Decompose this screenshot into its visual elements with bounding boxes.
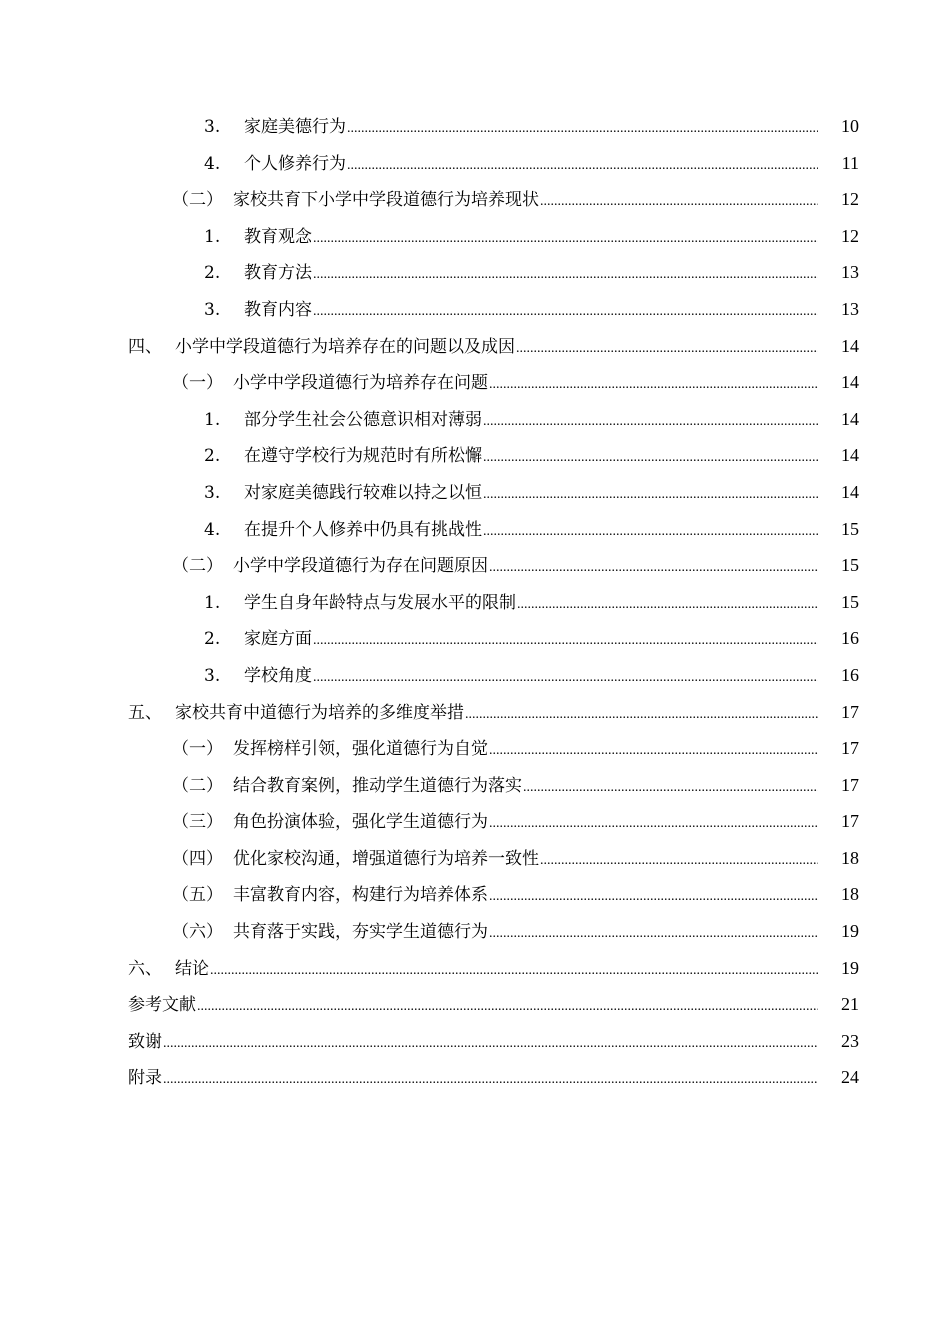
toc-entry[interactable] <box>0 950 950 987</box>
toc-entry-number: 4. <box>204 153 221 174</box>
toc-entry-title: 小学中学段道德行为存在问题原因 <box>233 556 488 577</box>
toc-page-number: 18 <box>841 884 859 905</box>
toc-entry-title: 学生自身年龄特点与发展水平的限制 <box>244 592 516 613</box>
toc-dot-leader <box>163 1062 818 1099</box>
toc-page-number: 18 <box>841 847 859 868</box>
toc-dot-leader <box>517 587 818 624</box>
toc-entry[interactable] <box>0 840 950 877</box>
toc-entry[interactable] <box>0 254 950 291</box>
toc-entry[interactable] <box>0 511 950 548</box>
toc-entry[interactable] <box>0 986 950 1023</box>
toc-entry[interactable] <box>0 1023 950 1060</box>
toc-dot-leader <box>489 550 818 587</box>
toc-entry-title: 小学中学段道德行为培养存在问题 <box>233 373 488 394</box>
toc-page-number: 17 <box>841 738 859 759</box>
toc-dot-leader <box>313 660 818 697</box>
toc-entry-number: 2. <box>204 263 221 284</box>
toc-entry[interactable] <box>0 694 950 731</box>
toc-entry-number: 1. <box>204 226 221 247</box>
toc-entry[interactable] <box>0 401 950 438</box>
toc-page-number: 21 <box>841 994 859 1015</box>
toc-entry-title: 在提升个人修养中仍具有挑战性 <box>244 519 482 540</box>
toc-entry-title: 部分学生社会公德意识相对薄弱 <box>244 409 482 430</box>
table-of-contents <box>0 108 950 1096</box>
toc-entry-number: 2. <box>204 629 221 650</box>
toc-dot-leader <box>313 221 818 258</box>
toc-page-number: 13 <box>841 262 859 283</box>
toc-dot-leader <box>347 111 818 148</box>
toc-page-number: 12 <box>841 225 859 246</box>
toc-entry-number: 1. <box>204 592 221 613</box>
toc-dot-leader <box>540 184 818 221</box>
toc-page-number: 12 <box>841 189 859 210</box>
toc-entry-number: （三） <box>172 812 223 833</box>
toc-entry-number: 3. <box>204 299 221 320</box>
toc-entry-title: 个人修养行为 <box>244 153 346 174</box>
toc-entry-title: 结论 <box>175 958 209 979</box>
toc-page-number: 15 <box>841 555 859 576</box>
toc-dot-leader <box>489 367 818 404</box>
toc-entry-title: 家校共育下小学中学段道德行为培养现状 <box>233 190 539 211</box>
toc-page-number: 16 <box>841 664 859 685</box>
toc-entry[interactable] <box>0 1059 950 1096</box>
toc-dot-leader <box>489 733 818 770</box>
toc-entry-number: 五、 <box>128 702 162 723</box>
toc-page-number: 10 <box>841 116 859 136</box>
toc-entry-number: （一） <box>172 739 223 760</box>
toc-dot-leader <box>483 477 818 514</box>
toc-entry-number: （六） <box>172 922 223 943</box>
toc-entry[interactable] <box>0 547 950 584</box>
toc-entry-title: 发挥榜样引领，强化道德行为自觉 <box>233 739 488 760</box>
toc-page-number: 19 <box>841 921 859 942</box>
toc-dot-leader <box>489 806 818 843</box>
toc-entry-title: 家庭方面 <box>244 629 312 650</box>
toc-entry-number: （二） <box>172 190 223 211</box>
toc-dot-leader <box>163 1026 818 1063</box>
toc-page-number: 19 <box>841 957 859 978</box>
toc-entry-title: 角色扮演体验，强化学生道德行为 <box>233 812 488 833</box>
toc-dot-leader <box>516 331 818 368</box>
toc-entry-title: 共育落于实践，夯实学生道德行为 <box>233 922 488 943</box>
toc-entry-number: （二） <box>172 556 223 577</box>
toc-entry-number: 2. <box>204 446 221 467</box>
toc-page-number: 14 <box>841 408 859 429</box>
toc-entry-number: （五） <box>172 885 223 906</box>
toc-page-number: 15 <box>841 591 859 612</box>
toc-page-number: 17 <box>841 811 859 832</box>
toc-entry-number: （一） <box>172 373 223 394</box>
toc-dot-leader <box>489 916 818 953</box>
toc-entry[interactable] <box>0 218 950 255</box>
toc-page-number: 14 <box>841 335 859 356</box>
toc-entry-number: 1. <box>204 409 221 430</box>
toc-page-number: 24 <box>841 1067 859 1088</box>
toc-entry[interactable] <box>0 584 950 621</box>
toc-entry-number: 4. <box>204 519 221 540</box>
toc-entry-title: 教育观念 <box>244 226 312 247</box>
toc-entry-number: （四） <box>172 848 223 869</box>
toc-entry[interactable] <box>0 803 950 840</box>
toc-dot-leader <box>197 989 818 1026</box>
toc-entry[interactable] <box>0 767 950 804</box>
toc-dot-leader <box>483 514 818 551</box>
toc-page-number: 17 <box>841 701 859 722</box>
toc-entry[interactable] <box>0 876 950 913</box>
toc-page-number: 23 <box>841 1030 859 1051</box>
toc-entry-title: 在遵守学校行为规范时有所松懈 <box>244 446 482 467</box>
toc-entry[interactable] <box>0 620 950 657</box>
toc-entry-title: 结合教育案例，推动学生道德行为落实 <box>233 775 522 796</box>
toc-entry-number: 3. <box>204 482 221 503</box>
toc-dot-leader <box>483 404 818 441</box>
toc-page-number: 17 <box>841 774 859 795</box>
toc-entry-number: 3. <box>204 117 221 137</box>
toc-entry-title: 对家庭美德践行较难以持之以恒 <box>244 482 482 503</box>
toc-entry[interactable] <box>0 474 950 511</box>
toc-entry-title: 学校角度 <box>244 665 312 686</box>
toc-page-number: 15 <box>841 518 859 539</box>
toc-entry[interactable] <box>0 328 950 365</box>
toc-entry-title: 致谢 <box>128 1031 162 1052</box>
toc-entry[interactable] <box>0 437 950 474</box>
toc-entry[interactable] <box>0 291 950 328</box>
toc-dot-leader <box>313 257 818 294</box>
toc-entry-title: 教育方法 <box>244 263 312 284</box>
toc-dot-leader <box>347 148 818 185</box>
toc-entry[interactable] <box>0 730 950 767</box>
toc-page-number: 13 <box>841 298 859 319</box>
toc-entry-title: 教育内容 <box>244 299 312 320</box>
toc-dot-leader <box>489 879 818 916</box>
toc-dot-leader <box>313 623 818 660</box>
toc-entry-title: 优化家校沟通，增强道德行为培养一致性 <box>233 848 539 869</box>
toc-dot-leader <box>210 953 818 990</box>
toc-dot-leader <box>540 843 818 880</box>
toc-page-number: 14 <box>841 372 859 393</box>
toc-entry[interactable] <box>0 913 950 950</box>
toc-entry-title: 家庭美德行为 <box>244 117 346 137</box>
toc-page-number: 16 <box>841 628 859 649</box>
toc-entry-title: 丰富教育内容，构建行为培养体系 <box>233 885 488 906</box>
toc-dot-leader <box>523 770 818 807</box>
toc-entry-number: 3. <box>204 665 221 686</box>
toc-entry-number: （二） <box>172 775 223 796</box>
toc-entry[interactable] <box>0 108 950 145</box>
toc-entry-title: 参考文献 <box>128 995 196 1016</box>
toc-page-number: 14 <box>841 445 859 466</box>
toc-entry-title: 附录 <box>128 1068 162 1089</box>
toc-dot-leader <box>313 294 818 331</box>
toc-dot-leader <box>483 440 818 477</box>
toc-entry[interactable] <box>0 364 950 401</box>
toc-entry[interactable] <box>0 657 950 694</box>
toc-entry-title: 小学中学段道德行为培养存在的问题以及成因 <box>175 336 515 357</box>
toc-page-number: 11 <box>841 152 859 173</box>
toc-page-number: 14 <box>841 481 859 502</box>
toc-entry[interactable] <box>0 181 950 218</box>
toc-entry-number: 四、 <box>128 336 162 357</box>
toc-entry[interactable] <box>0 145 950 182</box>
toc-entry-title: 家校共育中道德行为培养的多维度举措 <box>175 702 464 723</box>
toc-dot-leader <box>465 697 818 734</box>
toc-entry-number: 六、 <box>128 958 162 979</box>
